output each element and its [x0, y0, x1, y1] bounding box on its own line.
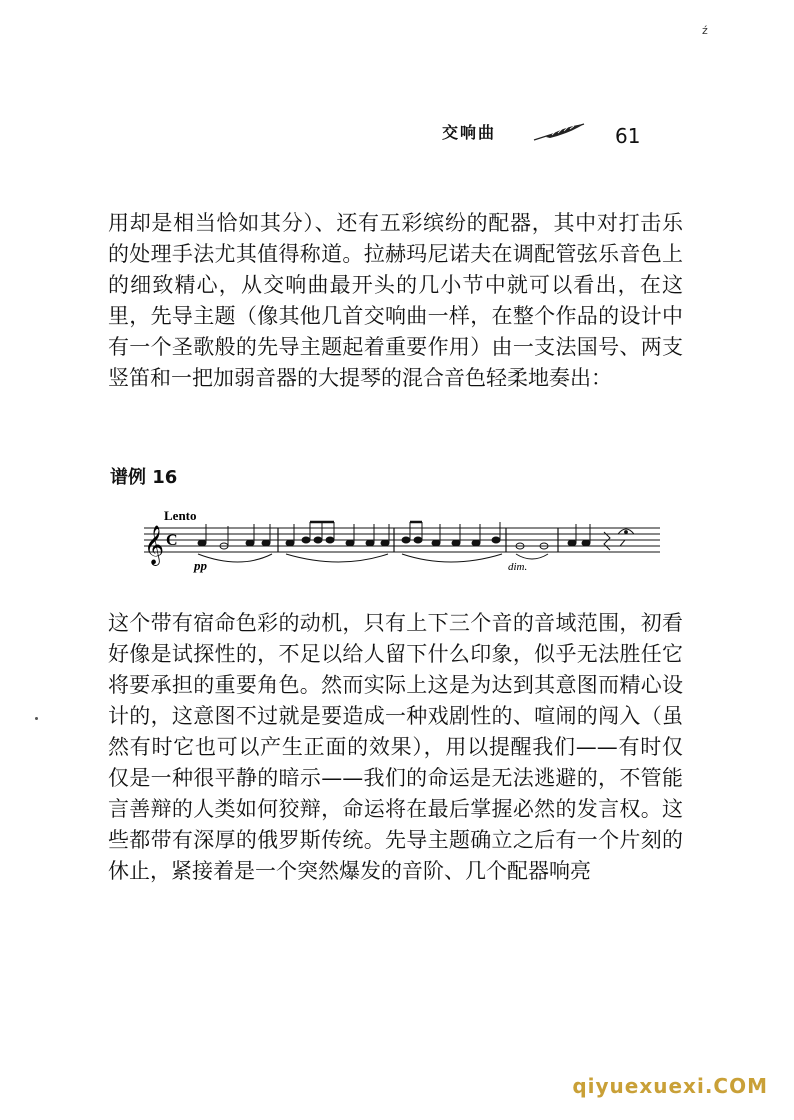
watermark: qiyuexuexi.COM — [572, 1074, 768, 1098]
quill-ornament-icon — [532, 120, 588, 142]
running-title: 交响曲 — [442, 123, 497, 142]
body-paragraph-2: 这个带有宿命色彩的动机，只有上下三个音的音域范围，初看好像是试探性的，不足以给人留下什么印象，似乎无法胜任它将要承担的重要角色。然而实际上这是为达到其意图而精心设计的，这意图不过就是要造成一种戏剧性的、喧闹的闯入（虽然有时它也可以产生正面的效果），用以提醒我们——有时仅仅是一种很平静的暗示——我们的命运是无法逃避的，不管能言善辩的人类如何狡辩，命运将在最后掌握必然的发言权。这些都带有深厚的俄罗斯传统。先导主题确立之后有一个片刻的休止，紧接着是一个突然爆发的音阶、几个配器响亮 — [108, 611, 683, 883]
stray-dot — [35, 717, 38, 720]
time-signature: C — [166, 532, 178, 549]
body-paragraph-1: 用却是相当恰如其分）、还有五彩缤纷的配器，其中对打击乐的处理手法尤其值得称道。拉赫玛尼诺夫在调配管弦乐音色上的细致精心，从交响曲最开头的几小节中就可以看出，在这里，先导主题（像其他几首交响曲一样，在整个作品的设计中有一个圣歌般的先导主题起着重要作用）由一支法国号、两支竖笛和一把加弱音器的大提琴的混合音色轻柔地奏出： — [108, 211, 683, 390]
music-score-excerpt — [140, 508, 680, 578]
dynamic-pp: pp — [194, 558, 207, 573]
page-number: 61 — [615, 124, 641, 148]
tempo-marking: Lento — [164, 508, 197, 523]
corner-mark: ź — [702, 24, 708, 37]
slurs — [198, 554, 548, 562]
example-label: 谱例 16 — [110, 467, 178, 488]
treble-clef-icon: 𝄞 — [144, 525, 165, 565]
dynamic-dim: dim. — [508, 561, 528, 573]
